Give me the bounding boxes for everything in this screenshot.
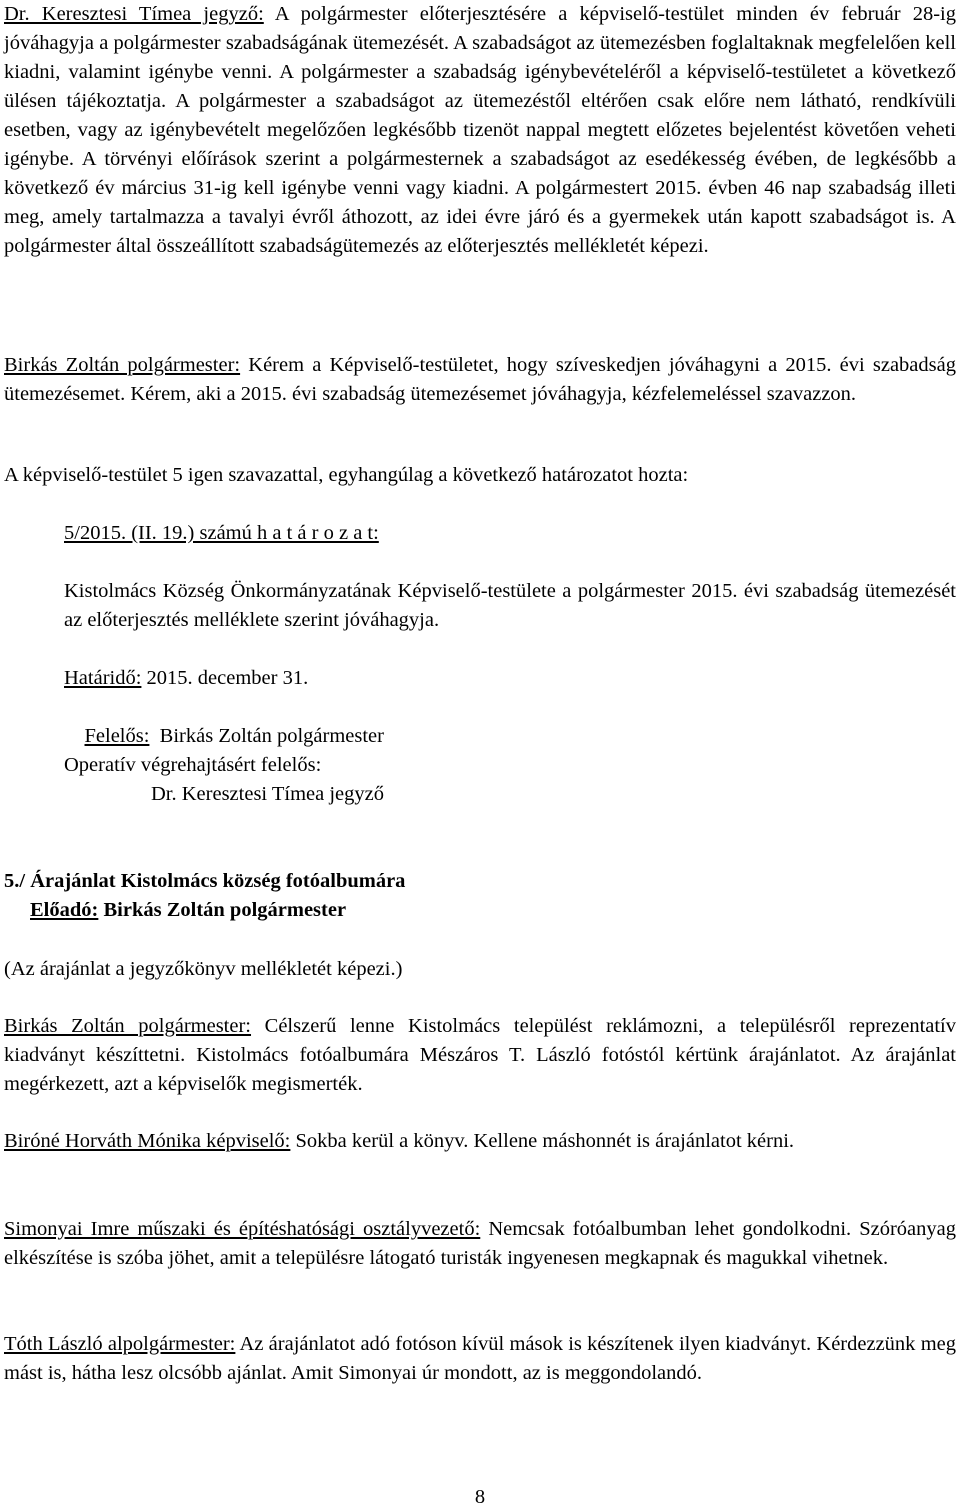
paragraph-text: Az árajánlatot adó fotóson kívül mások is készítenek ilyen kiadványt. Kérdezzünk meg mást is, hátha lesz olcsóbb ajánlat. Amit Simonyai úr mondott, az is meggondolandó. [4,1333,956,1384]
presenter-value: Birkás Zoltán polgármester [98,899,347,921]
speaker-name: Tóth László alpolgármester: [4,1333,236,1355]
operative-value: Dr. Keresztesi Tímea jegyző [151,783,385,805]
deadline-value: 2015. december 31. [141,667,309,689]
paragraph-polgarmester-album [4,1012,956,1099]
paragraph-jegyzo-intro [4,0,956,261]
attachment-note: (Az árajánlat a jegyzőkönyv mellékletét képezi.) [4,958,403,980]
resolution-text: Kistolmács Község Önkormányzatának Képviselő-testülete a polgármester 2015. évi szabadság ütemezését az előterjesztés melléklete szerint jóváhagyja. [64,580,956,631]
deadline [4,664,956,693]
paragraph-kepviselo [4,1127,956,1156]
operative-label: Operatív végrehajtásért felelős: [64,754,322,776]
speaker-name: Biróné Horváth Mónika képviselő: [4,1130,291,1152]
speaker-name: Birkás Zoltán polgármester: [4,354,241,376]
speaker-name: Dr. Keresztesi Tímea jegyző: [4,3,264,25]
responsible-value: Birkás Zoltán polgármester [149,725,384,747]
section-heading: 5./ Árajánlat Kistolmács község fotóalbumára [4,870,406,892]
page-number: 8 [474,1486,486,1508]
paragraph-text: Kérem a Képviselő-testületet, hogy szíveskedjen jóváhagyni a 2015. évi szabadság ütemezésemet. Kérem, aki a 2015. évi szabadság ütemezésemet jóváhagyja, kézfelemeléssel szavazzon. [4,354,956,405]
paragraph-text: A polgármester előterjesztésére a képviselő-testület minden év február 28-ig jóváhagyja a polgármester szabadságának ütemezését. A szabadságot az ütemezésben foglaltaknak megfelelően kell kiadni, valamint igénybe venni. A polgármester a szabadság igénybevételéről a képviselő-testületet a következő ülésen tájékoztatja. A polgármester a szabadságot az ütemezéstől eltérően csak előre nem látható, rendkívüli esetben, vagy az igénybevételt megelőzően legkésőbb tizenöt nappal megtett előzetes bejelentést követően veheti igénybe. A törvényi előírások szerint a polgármesternek a szabadságot az esedékesség évében, de legkésőbb a következő év március 31-ig kell igénybe venni vagy kiadni. A polgármestert 2015. évben 46 nap szabadság illeti meg, amely tartalmazza a tavalyi évről áthozott, az idei évre járó és a gyermekek után kapott szabadságot is. A polgármester által összeállított szabadságütemezés az előterjesztés mellékletét képezi. [4,3,956,257]
resolution-title: 5/2015. (II. 19.) számú h a t á r o z a t: [64,522,379,544]
vote-result: A képviselő-testület 5 igen szavazattal, egyhangúlag a következő határozatot hozta: [4,464,689,486]
paragraph-text: Célszerű lenne Kistolmács települést reklámozni, a településről reprezentatív kiadványt készíttetni. Kistolmács fotóalbumára Mészáros T. László fotóstól kértünk árajánlatot. Az árajánlat megérkezett, azt a képviselők megismerték. [4,1015,957,1095]
responsible-label: Felelős: [84,725,150,747]
presenter-label: Előadó: [30,899,99,921]
speaker-name: Simonyai Imre műszaki és építéshatósági osztályvezető: [4,1218,481,1240]
presenter [4,896,960,925]
speaker-name: Birkás Zoltán polgármester: [4,1015,252,1037]
paragraph-polgarmester-request [4,351,956,409]
paragraph-text: Sokba kerül a könyv. Kellene máshonnét is árajánlatot kérni. [290,1130,795,1152]
deadline-label: Határidő: [64,667,142,689]
paragraph-text: Nemcsak fotóalbumban lehet gondolkodni. Szóróanyag elkészítése is szóba jöhet, amit a településre látogató turisták ingyenesen megkapnak és magukkal vihetnek. [4,1218,956,1269]
paragraph-alpolgarmester [4,1330,956,1388]
paragraph-osztalyvezeto [4,1215,956,1273]
